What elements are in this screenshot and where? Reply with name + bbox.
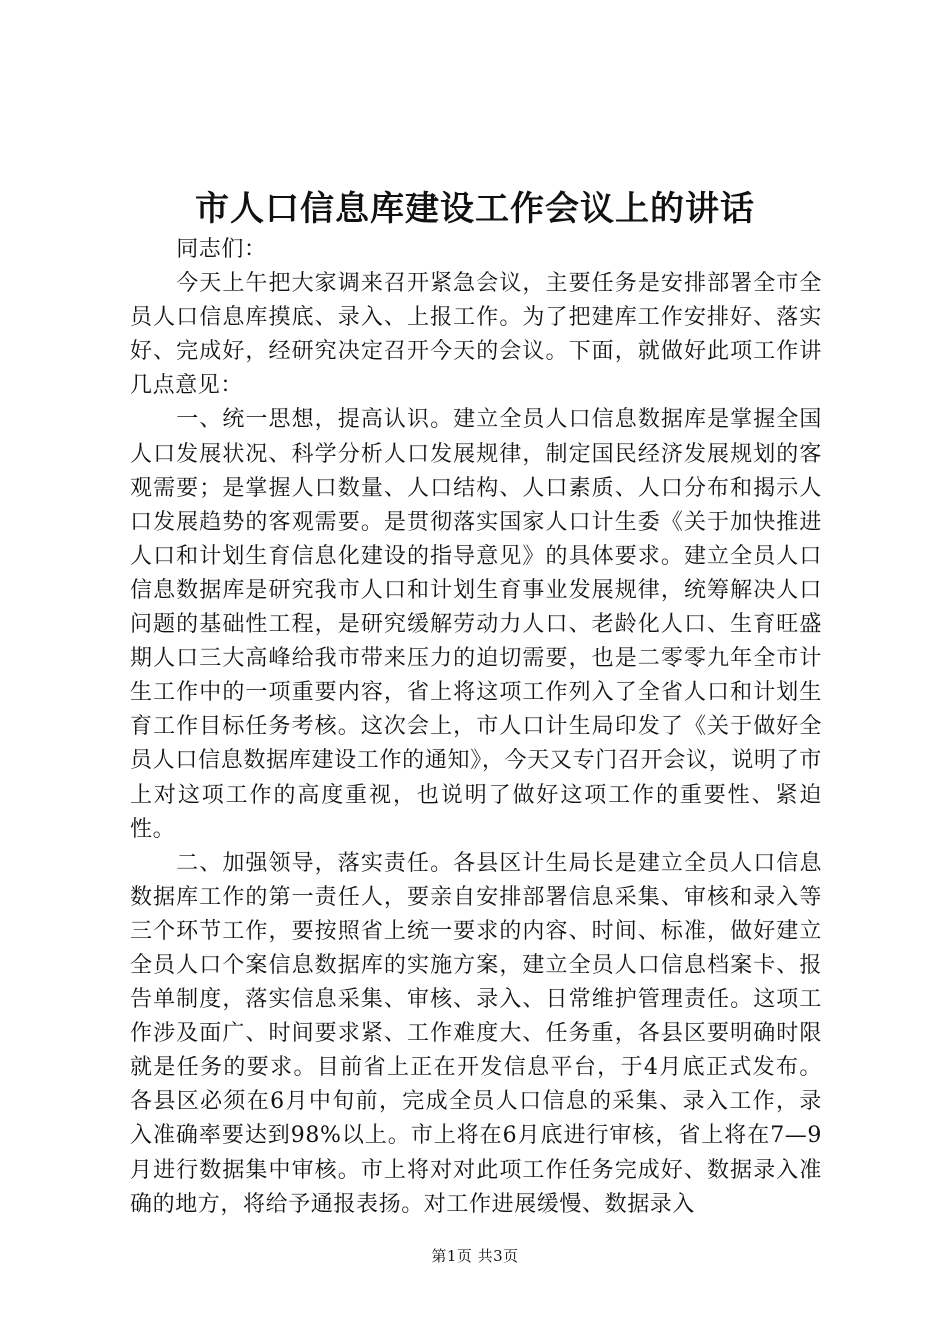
page-number-footer: 第1页 共3页 [431, 1247, 519, 1265]
document-body [130, 233, 822, 1222]
document-title: 市人口信息库建设工作会议上的讲话 [195, 189, 755, 229]
paragraph-intro: 今天上午把大家调来召开紧急会议，主要任务是安排部署全市全员人口信息库摸底、录入、上报工作。为了把建库工作安排好、落实好、完成好，经研究决定召开今天的会议。下面，就做好此项工作讲几点意见： [130, 271, 822, 399]
paragraph-section-two: 二、加强领导，落实责任。各县区计生局长是建立全员人口信息数据库工作的第一责任人，要亲自安排部署信息采集、审核和录入等三个环节工作，要按照省上统一要求的内容、时间、标准，做好建立全员人口个案信息数据库的实施方案，建立全员人口信息档案卡、报告单制度，落实信息采集、审核、录入、日常维护管理责任。这项工作涉及面广、时间要求紧、工作难度大、任务重，各县区要明确时限就是任务的要求。目前省上正在开发信息平台，于4月底正式发布。各县区必须在6月中旬前，完成全员人口信息的采集、录入工作，录入准确率要达到98%以上。市上将在6月底进行审核，省上将在7—9月进行数据集中审核。市上将对对此项工作任务完成好、数据录入准确的地方，将给予通报表扬。对工作进展缓慢、数据录入 [130, 850, 822, 1217]
paragraph-section-one: 一、统一思想，提高认识。建立全员人口信息数据库是掌握全国人口发展状况、科学分析人口发展规律，制定国民经济发展规划的客观需要；是掌握人口数量、人口结构、人口素质、人口分布和揭示人口发展趋势的客观需要。是贯彻落实国家人口计生委《关于加快推进人口和计划生育信息化建设的指导意见》的具体要求。建立全员人口信息数据库是研究我市人口和计划生育事业发展规律，统筹解决人口问题的基础性工程，是研究缓解劳动力人口、老龄化人口、生育旺盛期人口三大高峰给我市带来压力的迫切需要，也是二零零九年全市计生工作中的一项重要内容，省上将这项工作列入了全省人口和计划生育工作目标任务考核。这次会上，市人口计生局印发了《关于做好全员人口信息数据库建设工作的通知》，今天又专门召开会议，说明了市上对这项工作的高度重视，也说明了做好这项工作的重要性、紧迫性。 [130, 407, 822, 842]
salutation: 同志们： [176, 237, 267, 262]
